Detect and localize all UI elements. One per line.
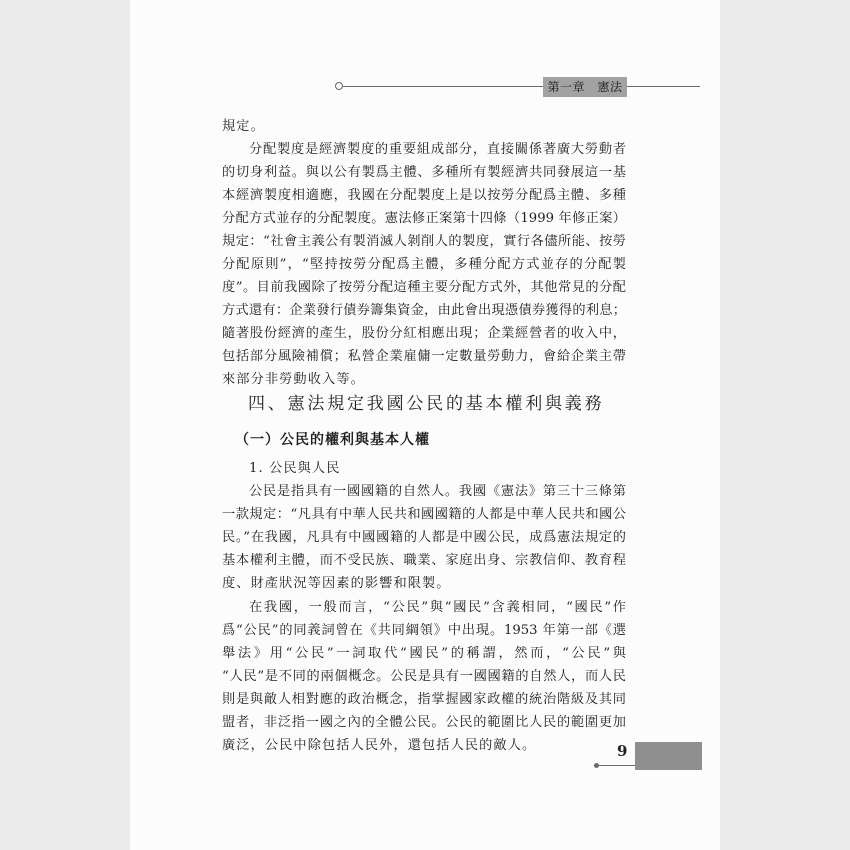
- text-line: 方式還有：企業發行債券籌集資金，由此會出現憑債券獲得的利息；: [222, 303, 626, 318]
- text-line: 盟者，非泛指一國之內的全體公民。公民的範圍比人民的範圍更加: [222, 715, 626, 731]
- header-circle-ornament: [335, 82, 343, 90]
- text-line: 爲“公民”的同義詞曾在《共同綱領》中出現。1953 年第一部《選: [222, 622, 626, 638]
- item-heading: 1. 公民與人民: [249, 461, 341, 476]
- text-line: 規定。: [222, 119, 265, 134]
- text-line: 分配原則”，“堅持按勞分配爲主體，多種分配方式並存的分配製: [222, 257, 626, 272]
- page-number: 9: [617, 742, 628, 760]
- text-line: “人民”是不同的兩個概念。公民是具有一國國籍的自然人，而人民: [222, 668, 626, 684]
- text-line: 則是與敵人相對應的政治概念，指掌握國家政權的統治階級及其同: [222, 691, 626, 707]
- header-rule: [343, 86, 700, 87]
- body-text-upper: [222, 115, 626, 391]
- text-line: 規定：“社會主義公有製消滅人剝削人的製度，實行各儘所能、按勞: [222, 234, 626, 249]
- text-line: 分配方式並存的分配製度。憲法修正案第十四條（1999 年修正案）: [222, 211, 626, 226]
- text-line: 隨著股份經濟的產生，股份分紅相應出現；企業經營者的收入中，: [222, 326, 626, 341]
- text-line: 一款規定：“凡具有中華人民共和國國籍的人都是中華人民共和國公: [222, 507, 626, 523]
- footer-tab: [635, 742, 702, 770]
- text-line: 度”。目前我國除了按勞分配這種主要分配方式外，其他常見的分配: [222, 280, 626, 295]
- body-text-lower: [222, 457, 626, 757]
- text-line: 本經濟製度相適應，我國在分配製度上是以按勞分配爲主體、多種: [222, 188, 626, 203]
- text-line: 來部分非勞動收入等。: [222, 372, 365, 387]
- section-heading: 四、憲法規定我國公民的基本權利與義務: [248, 394, 605, 414]
- subsection-heading: （一）公民的權利與基本人權: [235, 432, 430, 448]
- book-page: [130, 0, 720, 850]
- chapter-tab: 第一章 憲法: [543, 77, 627, 97]
- text-line: 廣泛，公民中除包括人民外，還包括人民的敵人。: [222, 738, 537, 754]
- text-line: 公民是指具有一國國籍的自然人。我國《憲法》第三十三條第: [249, 484, 626, 500]
- text-line: 在我國，一般而言，“公民”與“國民”含義相同，“國民”作: [249, 599, 626, 615]
- text-line: 度、財產狀況等因素的影響和限製。: [222, 576, 451, 592]
- text-line: 基本權利主體，而不受民族、職業、家庭出身、宗教信仰、教育程: [222, 553, 626, 569]
- text-line: 舉法》用“公民”一詞取代“國民”的稱謂，然而，“公民”與: [222, 645, 626, 661]
- text-line: 的切身利益。與以公有製爲主體、多種所有製經濟共同發展這一基: [222, 165, 626, 180]
- text-line: 包括部分風險補償；私營企業雇傭一定數量勞動力，會給企業主帶: [222, 349, 626, 364]
- footer-rule: [598, 765, 635, 766]
- footer-dot-ornament: [594, 763, 599, 768]
- text-line: 分配製度是經濟製度的重要組成部分，直接關係著廣大勞動者: [249, 142, 626, 157]
- text-line: 民。”在我國，凡具有中國國籍的人都是中國公民，成爲憲法規定的: [222, 530, 626, 546]
